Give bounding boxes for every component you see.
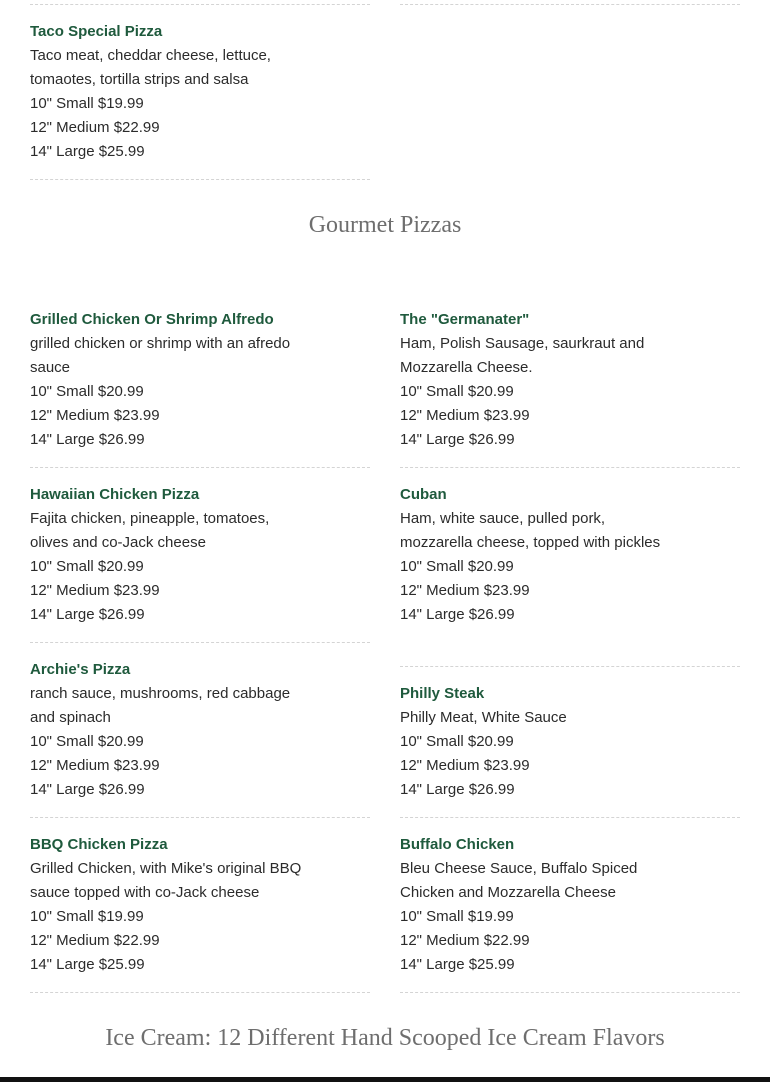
menu-item-price-small: 10" Small $20.99 [400,733,514,750]
menu-item-price-medium: 12" Medium $23.99 [30,582,160,599]
menu-item-price-medium: 12" Medium $22.99 [30,119,160,136]
menu-item-name: Taco Special Pizza [30,23,163,40]
menu-item-price-large: 14" Large $26.99 [400,781,515,798]
menu-item-archies-pizza [30,658,330,802]
section-title-ice-cream: Ice Cream: 12 Different Hand Scooped Ice Cream Flavors [105,1025,665,1051]
menu-item-bbq-chicken-pizza [30,833,330,977]
menu-item-price-large: 14" Large $26.99 [30,606,145,623]
menu-item-price-medium: 12" Medium $23.99 [400,757,530,774]
menu-item-price-small: 10" Small $19.99 [30,95,144,112]
menu-item-price-large: 14" Large $26.99 [400,606,515,623]
menu-divider [30,817,370,818]
menu-item-philly-steak [400,682,700,802]
menu-divider [30,4,370,5]
menu-item-grilled-chicken-alfredo [30,308,330,452]
menu-item-price-large: 14" Large $25.99 [400,956,515,973]
menu-item-name: Archie's Pizza [30,661,131,678]
menu-divider [400,992,740,993]
menu-item-price-small: 10" Small $19.99 [30,908,144,925]
menu-divider [30,179,370,180]
menu-item-the-germanater [400,308,700,452]
menu-item-name: Philly Steak [400,685,485,702]
menu-divider [30,992,370,993]
menu-item-hawaiian-chicken-pizza [30,483,330,627]
section-title-gourmet-pizzas: Gourmet Pizzas [308,212,462,238]
menu-item-taco-special-pizza [30,20,330,164]
menu-item-price-large: 14" Large $25.99 [30,956,145,973]
menu-divider [400,817,740,818]
menu-item-price-large: 14" Large $26.99 [30,431,145,448]
menu-item-price-medium: 12" Medium $22.99 [400,932,530,949]
menu-item-name: Grilled Chicken Or Shrimp Alfredo [30,311,274,328]
menu-item-price-medium: 12" Medium $23.99 [400,582,530,599]
menu-item-price-large: 14" Large $26.99 [30,781,145,798]
menu-item-price-small: 10" Small $20.99 [400,558,514,575]
menu-item-name: BBQ Chicken Pizza [30,836,168,853]
menu-item-buffalo-chicken [400,833,700,977]
menu-divider [400,467,740,468]
menu-item-description: grilled chicken or shrimp with an afredo sauce [30,335,291,376]
menu-item-name: Hawaiian Chicken Pizza [30,486,200,503]
menu-item-description: Bleu Cheese Sauce, Buffalo Spiced Chicken and Mozzarella Cheese [400,860,638,901]
menu-item-cuban [400,483,700,627]
menu-item-name: Buffalo Chicken [400,836,515,853]
menu-divider [400,4,740,5]
menu-item-price-medium: 12" Medium $23.99 [30,757,160,774]
menu-item-price-large: 14" Large $26.99 [400,431,515,448]
menu-divider [30,642,370,643]
menu-item-price-medium: 12" Medium $22.99 [30,932,160,949]
menu-item-price-medium: 12" Medium $23.99 [400,407,530,424]
menu-item-price-small: 10" Small $20.99 [30,733,144,750]
menu-item-description: ranch sauce, mushrooms, red cabbage and spinach [30,685,291,726]
menu-divider [400,666,740,667]
menu-divider [30,467,370,468]
menu-item-price-small: 10" Small $20.99 [30,383,144,400]
menu-item-price-small: 10" Small $20.99 [30,558,144,575]
menu-item-description: Ham, white sauce, pulled pork, mozzarella cheese, topped with pickles [400,510,661,551]
menu-item-name: Cuban [400,486,447,503]
menu-item-description: Taco meat, cheddar cheese, lettuce, tomaotes, tortilla strips and salsa [30,47,271,88]
menu-item-description: Fajita chicken, pineapple, tomatoes, olives and co-Jack cheese [30,510,270,551]
menu-item-name: The "Germanater" [400,311,530,328]
menu-item-price-small: 10" Small $19.99 [400,908,514,925]
menu-item-description: Philly Meat, White Sauce [400,709,567,726]
menu-item-price-large: 14" Large $25.99 [30,143,145,160]
menu-item-price-medium: 12" Medium $23.99 [30,407,160,424]
footer-bar [0,1077,770,1082]
menu-item-description: Ham, Polish Sausage, saurkraut and Mozzarella Cheese. [400,335,645,376]
menu-item-price-small: 10" Small $20.99 [400,383,514,400]
menu-item-description: Grilled Chicken, with Mike's original BBQ sauce topped with co-Jack cheese [30,860,302,901]
